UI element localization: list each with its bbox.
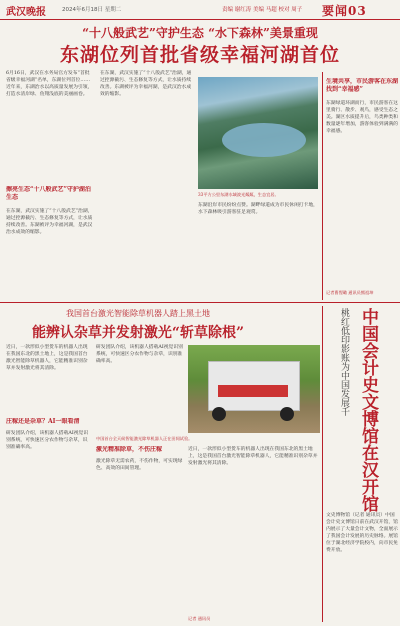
top-story-subhead: 擦亮生态“十八般武艺”守护湖泊生态	[6, 186, 91, 201]
second-story-kicker: 我国首台激光智能除草机器人踏上黑土地	[66, 309, 210, 318]
east-lake-photo-caption: 33平方公里东湖水域波光粼粼，生态宜居。	[198, 192, 279, 197]
laser-robot-photo	[188, 345, 320, 433]
issue-date: 2024年6月18日 星期二	[62, 7, 122, 13]
top-story-lead: 6月16日，武汉在水务局官方发布“首批省级幸福河湖”名单，东湖位列首位……近年来，东湖治水以高质量发展为引领，打造水清岸绿、鱼翔浅底的美丽画卷。	[6, 71, 93, 97]
second-story-col2: 研发团队介绍，该机器人搭载AI视觉识别系统，可快速区分农作物与杂草，识别准确率高。	[96, 345, 183, 364]
sidebar-title: 生境共享，市民游客在东湖找到“幸福感”	[326, 78, 398, 93]
right-column-headline: 中国会计史文博馆在汉开馆	[358, 308, 378, 512]
second-story-text-2: 研发团队介绍，该机器人搭载AI视觉识别系统，可快速区分农作物与杂草，识别准确率高。	[6, 431, 89, 450]
right-column-text: 文史博物馆（记者 通讯员）中国会计史文博馆日前在武汉开馆，馆内展示了大量会计文物，全面展示了我国会计发展的历史脉络。展馆位于湖北经济学院校内，向市民免费开放。	[326, 513, 398, 553]
right-column-kicker: 桃红低印影账为中国发展千	[339, 308, 349, 416]
east-lake-photo	[198, 77, 318, 189]
top-story-col3: 东湖沿岸市民纷纷点赞。湖畔绿道成为市民休闲打卡地，水下森林吸引游客驻足观赏。	[198, 203, 318, 215]
section-label: 要闻03	[322, 4, 367, 18]
top-story-col1: 在东湖，武汉实施了“十八般武艺”治湖，通过控源截污、生态修复等方式，让水质持续改善。东湖被评为幸福河湖，是武汉治水成效的缩影。	[6, 209, 93, 235]
second-story-col3: 近日，一款形似小型货车的机器人出现在我国东北的黑土地上，这是我国首台激光智能除草机器人，它能精准识别杂草并发射激光将其清除。	[188, 447, 318, 466]
top-story-kicker: “十八般武艺”守护生态 “水下森林”美景重现	[82, 26, 318, 40]
right-column-divider	[322, 306, 323, 622]
editor-credits: 责编 谢红涛 美编 马超 校对 周子	[222, 7, 303, 13]
second-story-text-3: 激光除草无需农药，不伤作物，可实现绿色、高效的田间管理。	[96, 459, 183, 471]
section-divider	[0, 302, 400, 303]
top-story-headline: 东湖位列首批省级幸福河湖首位	[59, 44, 340, 66]
page-header	[0, 0, 400, 20]
sidebar-byline: 记者曹惺璐 通讯员熊祖坤	[326, 290, 374, 295]
newspaper-logo: 武汉晚报	[6, 7, 46, 18]
second-story-text: 近日，一款形似小型货车的机器人出现在我国东北的黑土地上，这是我国首台激光智能除草机器人，它能精准识别杂草并发射激光将其清除。	[6, 345, 88, 371]
laser-robot-photo-caption: 中国首台全天候智能激光除草机器人正在田间试验。	[96, 436, 193, 441]
second-story-headline: 能辨认杂草并发射激光“斩草除根”	[31, 325, 245, 341]
column-divider	[322, 72, 323, 300]
second-story-subhead-1: 庄稼还是杂草？AI一眼看清	[6, 418, 80, 425]
sidebar-text: 东湖绿道环湖而行，市民游客在这里骑行、散步、观鸟，感受生态之美。湖区水质提升后，鸟类种类和数量逐年增加，游客体验到满满的幸福感。	[326, 101, 398, 134]
top-story-col2: 在东湖，武汉实施了“十八般武艺”治湖，通过控源截污、生态修复等方式，让水质持续改善。东湖被评为幸福河湖，是武汉治水成效的缩影。	[100, 71, 192, 97]
second-story-byline: 记者 通讯员	[188, 616, 211, 621]
second-story-subhead-2: 激光精准除草，不伤庄稼	[96, 446, 163, 453]
